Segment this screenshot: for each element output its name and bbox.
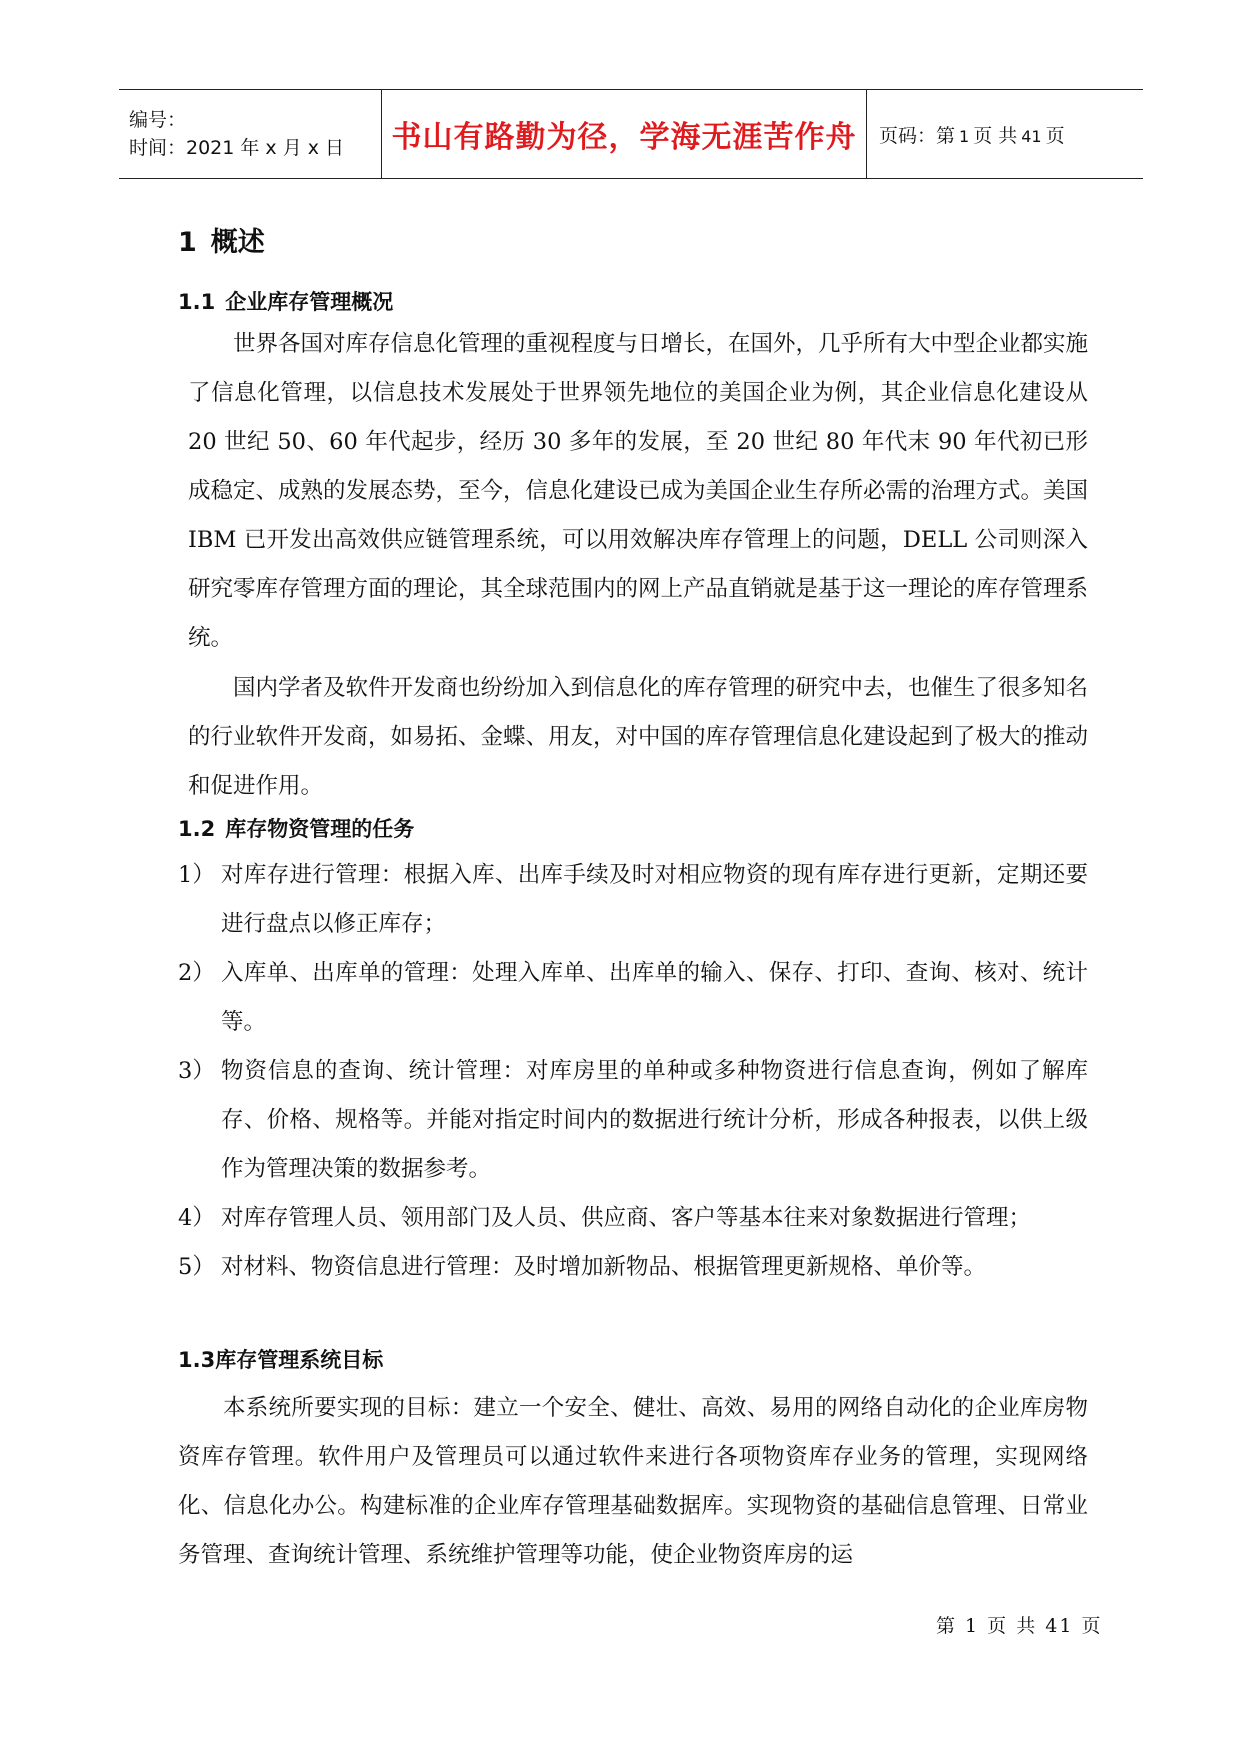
subsection-title: 库存管理系统目标 bbox=[215, 1348, 384, 1372]
subsection-number: 1.1 bbox=[178, 290, 216, 314]
page-mid: 页 共 bbox=[973, 124, 1018, 147]
paragraph-system-goal: 本系统所要实现的目标：建立一个安全、健壮、高效、易用的网络自动化的企业库房物资库存管理。软件用户及管理员可以通过软件来进行各项物资库存业务的管理，实现网络化、信息化办公。构建标准的企业库存管理基础数据库。实现物资的基础信息管理、日常业务管理、查询统计管理、系统维护管理等功能，使企业物资库房的运 bbox=[178, 1395, 1088, 1568]
page-suffix: 页 bbox=[1045, 124, 1065, 147]
header-motto-cell bbox=[381, 90, 867, 178]
page-footer: 第 1 页 共 41 页 bbox=[936, 1615, 1103, 1637]
paragraph-overview-2: 国内学者及软件开发商也纷纷加入到信息化的库存管理的研究中去，也催生了很多知名的行业软件开发商，如易拓、金蝶、用友，对中国的库存管理信息化建设起到了极大的推动和促进作用。 bbox=[188, 675, 1089, 799]
page-total: 41 bbox=[1021, 126, 1042, 146]
list-item bbox=[178, 1243, 1088, 1292]
list-item bbox=[178, 851, 1088, 949]
subsection-number: 1.3 bbox=[178, 1348, 216, 1372]
list-item-text: 物资信息的查询、统计管理：对库房里的单种或多种物资进行信息查询，例如了解库存、价格、规格等。并能对指定时间内的数据进行统计分析，形成各种报表，以供上级作为管理决策的数据参考。 bbox=[221, 1058, 1088, 1182]
list-item-number: 3） bbox=[178, 1058, 215, 1084]
list-item-number: 5） bbox=[178, 1254, 215, 1280]
list-item bbox=[178, 1194, 1088, 1243]
list-item bbox=[178, 1047, 1088, 1194]
page-header bbox=[119, 89, 1143, 179]
list-item-number: 4） bbox=[178, 1205, 215, 1231]
subsection-heading-1-1 bbox=[178, 286, 393, 316]
list-item-number: 1） bbox=[178, 862, 215, 888]
list-item-text: 入库单、出库单的管理：处理入库单、出库单的输入、保存、打印、查询、核对、统计等。 bbox=[221, 960, 1088, 1035]
header-meta bbox=[119, 90, 381, 178]
header-page-info bbox=[867, 90, 1143, 178]
section-number: 1 bbox=[178, 227, 197, 258]
document-number-label: 编号： bbox=[129, 109, 187, 131]
section-heading-1 bbox=[178, 220, 265, 259]
subsection-title: 企业库存管理概况 bbox=[225, 290, 394, 314]
page-prefix: 页码：第 bbox=[879, 124, 956, 147]
subsection-heading-1-2 bbox=[178, 813, 414, 843]
subsection-number: 1.2 bbox=[178, 817, 216, 841]
list-item-text: 对库存管理人员、领用部门及人员、供应商、客户等基本往来对象数据进行管理； bbox=[221, 1205, 1032, 1231]
header-page-number bbox=[879, 121, 1143, 148]
list-item-text: 对材料、物资信息进行管理：及时增加新物品、根据管理更新规格、单价等。 bbox=[221, 1254, 987, 1280]
document-date: 时间：2021 年 x 月 x 日 bbox=[129, 137, 345, 159]
header-motto: 书山有路勤为径，学海无涯苦作舟 bbox=[391, 120, 857, 155]
paragraph-overview-1: 世界各国对库存信息化管理的重视程度与日增长，在国外，几乎所有大中型企业都实施了信息化管理，以信息技术发展处于世界领先地位的美国企业为例，其企业信息化建设从 20 世纪 50、60 年代起步，经历 30 多年的发展，至 20 世纪 80 年代末 90 年代初已形成稳定、成熟的发展态势，至今，信息化建设已成为美国企业生存所必需的治理方式。美国 IBM 已开发出高效供应链管理系统，可以用效解决库存管理上的问题，DELL 公司则深入研究零库存管理方面的理论，其全球范围内的网上产品直销就是基于这一理论的库存管理系统。 bbox=[188, 331, 1089, 651]
list-item-number: 2） bbox=[178, 960, 215, 986]
list-item-text: 对库存进行管理：根据入库、出库手续及时对相应物资的现有库存进行更新，定期还要进行盘点以修正库存； bbox=[221, 862, 1088, 937]
subsection-heading-1-3 bbox=[178, 1344, 383, 1374]
subsection-title: 库存物资管理的任务 bbox=[225, 817, 415, 841]
list-item bbox=[178, 949, 1088, 1047]
page-current: 1 bbox=[959, 126, 970, 146]
section-title: 概述 bbox=[210, 227, 265, 258]
